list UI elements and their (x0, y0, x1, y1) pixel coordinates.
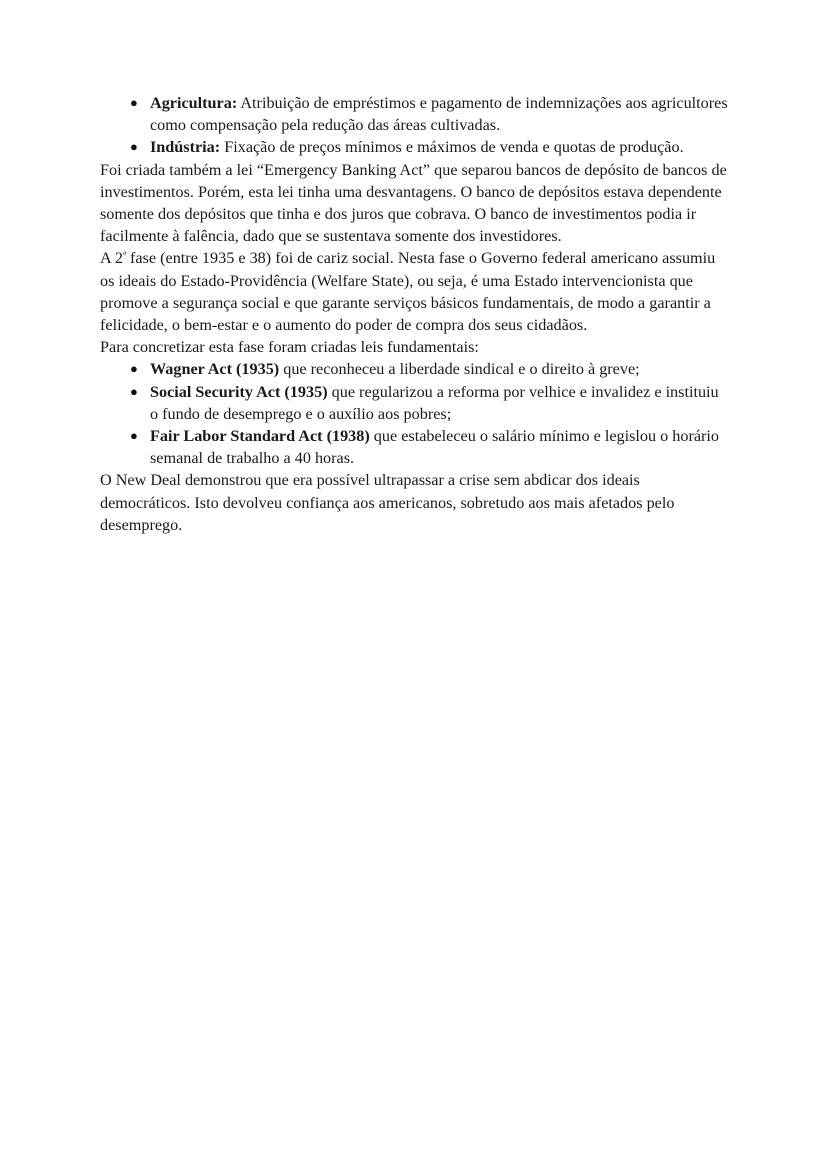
bullet-icon: ● (130, 95, 138, 110)
paragraph-banking-act: Foi criada também a lei “Emergency Banking Act” que separou bancos de depósito de bancos de investimentos. Porém, esta lei tinha uma desvantagens. O banco de depósitos estava dependente somente dos depósitos que tinha e dos juros que cobrava. O banco de investimentos podia ir facilmente à falência, dado que se sustentava somente dos investidores. (100, 160, 727, 246)
paragraph-laws-intro: Para concretizar esta fase foram criadas leis fundamentais: (100, 338, 479, 357)
ordinal-indicator: ª (122, 249, 126, 262)
list-item-text: Fixação de preços mínimos e máximos de venda e quotas de produção. (220, 138, 684, 157)
list-item (100, 92, 730, 136)
list-item-text: que reconheceu a liberdade sindical e o direito à greve; (279, 360, 640, 379)
paragraph-second-phase (100, 247, 730, 336)
list-item (100, 358, 730, 380)
list-item-text: Atribuição de empréstimos e pagamento de indemnizações aos agricultores como compensação pela redução das áreas cultivadas. (150, 94, 728, 135)
bullet-icon: ● (130, 428, 138, 444)
list-item-text: que regularizou a reforma por velhice e invalidez e instituiu o fundo de desemprego e o auxílio aos pobres; (150, 382, 719, 423)
bullet-icon: ● (130, 383, 138, 399)
bullet-icon: ● (130, 139, 138, 155)
list-item-term: Agricultura: (150, 94, 238, 112)
list-item-term: Fair Labor Standard Act (1938) (150, 427, 370, 446)
measures-list (100, 92, 730, 159)
list-item-term: Social Security Act (1935) (150, 382, 328, 401)
laws-list (100, 358, 730, 469)
paragraph-second-phase-prefix: A 2 (100, 249, 123, 268)
list-item-text: que estabeleceu o salário mínimo e legislou o horário semanal de trabalho a 40 horas. (150, 427, 720, 468)
list-item (100, 136, 730, 158)
paragraph-conclusion: O New Deal demonstrou que era possível ultrapassar a crise sem abdicar dos ideais democráticos. Isto devolveu confiança aos americanos, sobretudo aos mais afetados pelo desemprego. (100, 471, 675, 534)
list-item (100, 381, 730, 425)
list-item-term: Indústria: (150, 138, 221, 157)
list-item-term: Wagner Act (1935) (150, 360, 280, 379)
bullet-icon: ● (130, 361, 138, 377)
list-item (100, 425, 730, 469)
document-body (100, 92, 730, 536)
paragraph-second-phase-text: fase (entre 1935 e 38) foi de cariz social. Nesta fase o Governo federal americano assumiu os ideais do Estado-Providência (Welfare State), ou seja, é uma Estado intervencionista que promove a segurança social e que garante serviços básicos fundamentais, de modo a garantir a felicidade, o bem-estar e o aumento do poder de compra dos seus cidadãos. (100, 249, 716, 335)
